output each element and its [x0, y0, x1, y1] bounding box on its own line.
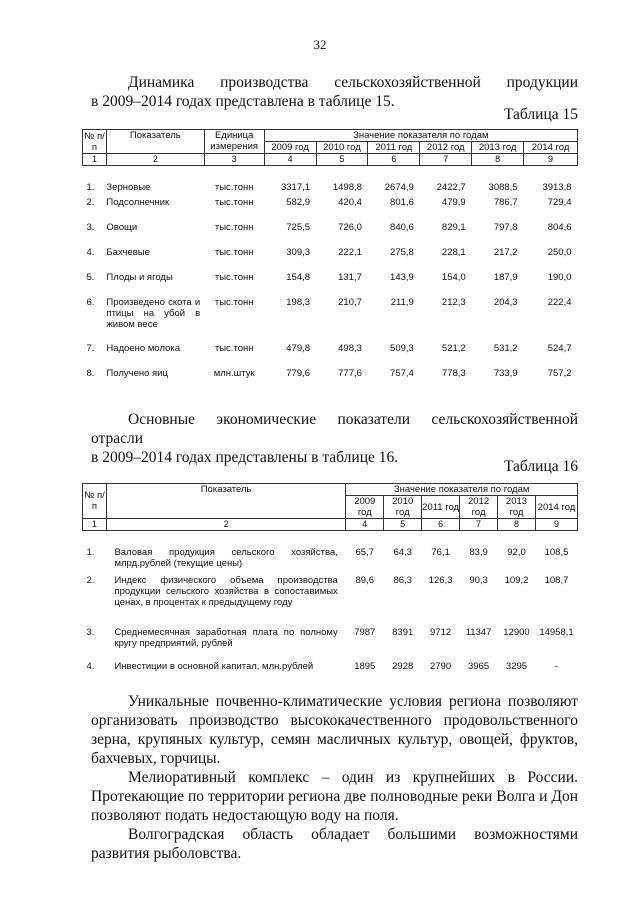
t15-cell: 198,3 — [286, 297, 311, 308]
t16-cell: 86,3 — [393, 574, 412, 586]
t15-cell: 222,1 — [338, 247, 362, 258]
t15-row-name: Надоено молока — [106, 343, 181, 354]
t15-colnum: 8 — [472, 154, 524, 166]
page-number: 32 — [313, 37, 327, 52]
t15-cell: 729,4 — [547, 197, 572, 208]
t15-cell: 521,2 — [441, 343, 466, 354]
t16-colnum: 7 — [460, 519, 498, 531]
t16-year: 2011 год — [422, 496, 460, 519]
t15-cell: 1498,8 — [332, 182, 362, 193]
t15-cell: 840,6 — [390, 222, 414, 233]
table-row — [83, 218, 578, 243]
t15-cell: 212,3 — [441, 297, 466, 308]
t16-cell: 108,5 — [544, 547, 569, 558]
t15-row-num: 1. — [86, 182, 95, 193]
t15-cell: 498,3 — [338, 343, 362, 354]
t16-year: 2009 год — [346, 496, 384, 519]
t15-cell: 2422,7 — [436, 182, 466, 193]
table-15-caption: Таблица 15 — [503, 106, 578, 123]
t16-cell: 1895 — [354, 660, 376, 672]
t16-cell: 83,9 — [469, 547, 488, 558]
t15-row-name: Зерновые — [106, 182, 151, 193]
t16-header-num: № п/п — [83, 484, 107, 519]
t15-row-unit: млн.штук — [213, 368, 255, 379]
t15-cell: 479,9 — [441, 197, 466, 208]
t15-cell: 154,0 — [441, 272, 466, 283]
t16-cell: 76,1 — [431, 547, 450, 558]
t16-row-num: 1. — [86, 547, 95, 558]
t15-row-unit: тыс.тонн — [214, 343, 254, 354]
t15-cell: 479,8 — [286, 343, 311, 354]
intro-2-line-1: Основные экономические показатели сельскохозяйственной отрасли — [91, 411, 578, 447]
t16-row-num: 2. — [86, 574, 95, 586]
t15-row-num: 4. — [86, 247, 95, 258]
t15-cell: 250,0 — [547, 247, 572, 258]
t15-row-name: Плоды и ягоды — [106, 272, 173, 283]
t15-colnum: 7 — [420, 154, 472, 166]
t15-cell: 779,6 — [286, 368, 311, 379]
table-15 — [82, 129, 578, 389]
t16-cell: 12900 — [503, 626, 530, 638]
t16-cell: 89,6 — [355, 574, 375, 586]
t16-cell: 7987 — [354, 626, 376, 638]
table-row — [83, 571, 578, 623]
t15-cell: 757,4 — [390, 368, 414, 379]
t15-cell: 778,3 — [441, 368, 466, 379]
t15-row-name: Подсолнечник — [106, 197, 170, 208]
t15-row-unit: тыс.тонн — [214, 197, 254, 208]
t15-cell: 210,7 — [338, 297, 362, 308]
t16-colnum: 5 — [384, 519, 422, 531]
t15-cell: 531,2 — [493, 343, 518, 354]
t16-cell: 65,7 — [355, 547, 375, 558]
t15-cell: 2674,9 — [384, 182, 414, 193]
t16-year: 2012 год — [460, 496, 498, 519]
t15-cell: 524,7 — [547, 343, 572, 354]
table-row — [83, 293, 578, 339]
t15-cell: 733,9 — [493, 368, 518, 379]
t15-cell: 582,9 — [286, 197, 311, 208]
t16-cell: 64,3 — [393, 547, 412, 558]
t15-year: 2009 год — [264, 142, 316, 154]
t16-cell: 126,3 — [428, 574, 453, 586]
t15-row-num: 2. — [86, 197, 95, 208]
t15-row-unit: тыс.тонн — [214, 247, 254, 258]
t16-cell: 3295 — [505, 660, 528, 672]
t16-row-num: 4. — [86, 660, 95, 672]
t15-year: 2011 год — [368, 142, 420, 154]
table-row — [83, 268, 578, 293]
t16-colnum: 2 — [106, 519, 345, 531]
paragraph-1: Уникальные почвенно-климатические условия региона позволяют организовать производство высококачественного продовольственного зерна, крупяных культур, семян масличных культур, овощей, фруктов, бахчевых, горчицы. — [91, 693, 578, 767]
intro-1-line-2: в 2009–2014 годах представлена в таблице 15. — [91, 93, 395, 110]
t15-colnum: 2 — [106, 154, 204, 166]
t15-row-unit: тыс.тонн — [214, 222, 254, 233]
t15-cell: 797,8 — [493, 222, 518, 233]
body-text — [91, 692, 578, 863]
t15-cell: 777,6 — [338, 368, 362, 379]
t15-year: 2014 год — [524, 142, 578, 154]
t15-colnum: 5 — [316, 154, 368, 166]
table-row — [83, 657, 578, 679]
t15-cell: 275,8 — [390, 247, 414, 258]
table-row — [83, 166, 578, 194]
t16-cell: 108,7 — [544, 574, 569, 586]
t15-cell: 3913,8 — [542, 182, 572, 193]
t15-header-values: Значение показателя по годам — [264, 130, 577, 142]
t15-cell: 309,3 — [286, 247, 311, 258]
t15-year: 2013 год — [472, 142, 524, 154]
t15-cell: 786,7 — [493, 197, 518, 208]
t15-row-name: Бахчевые — [106, 247, 150, 258]
t15-cell: 204,3 — [493, 297, 518, 308]
t15-cell: 801,6 — [390, 197, 414, 208]
t15-row-num: 3. — [86, 222, 95, 233]
t15-colnum: 6 — [368, 154, 420, 166]
t15-row-unit: тыс.тонн — [214, 272, 254, 283]
t15-cell: 3317,1 — [280, 182, 311, 193]
t15-year: 2012 год — [420, 142, 472, 154]
t16-row-name: Среднемесячная заработная плата по полному кругу предприятий, рублей — [114, 626, 338, 649]
t16-cell: 14958,1 — [539, 626, 574, 638]
t16-cell: - — [554, 660, 559, 672]
table-row — [83, 531, 578, 571]
t15-row-unit: тыс.тонн — [214, 182, 254, 193]
t16-row-name: Индекс физического объема производства продукции сельского хозяйства в сопоставимых ценах, в процентах к предыдущему году — [114, 574, 338, 608]
t15-colnum: 9 — [524, 154, 578, 166]
t15-cell: 3088,5 — [488, 182, 518, 193]
intro-2-line-2: в 2009–2014 годах представлены в таблице 16. — [91, 449, 399, 466]
paragraph-2: Мелиоративный комплекс – один из крупнейших в России. Протекающие по территории региона две полноводные реки Волга и Дон позволяют подать недостающую воду на поля. — [91, 769, 578, 824]
t15-cell: 757,2 — [547, 368, 572, 379]
t15-colnum: 3 — [204, 154, 264, 166]
t15-cell: 211,9 — [390, 297, 414, 308]
t15-cell: 217,2 — [493, 247, 518, 258]
t16-year: 2014 год — [535, 496, 577, 519]
t16-year: 2010 год — [384, 496, 422, 519]
t16-colnum: 1 — [83, 519, 107, 531]
t15-cell: 829,1 — [441, 222, 466, 233]
paragraph-3: Волгоградская область обладает большими возможностями развития рыболовства. — [91, 826, 578, 862]
table-row — [83, 243, 578, 268]
table-row — [83, 339, 578, 364]
t16-colnum: 6 — [422, 519, 460, 531]
t16-colnum: 9 — [535, 519, 577, 531]
table-row — [83, 364, 578, 389]
t15-cell: 190,0 — [547, 272, 572, 283]
t16-colnum: 4 — [346, 519, 384, 531]
t16-year: 2013 год — [498, 496, 536, 519]
t15-row-num: 8. — [86, 368, 95, 379]
t16-cell: 2928 — [392, 660, 414, 672]
t16-header-indicator: Показатель — [106, 484, 345, 519]
t16-row-name: Валовая продукция сельского хозяйства, млрд.рублей (текущие цены) — [114, 547, 338, 569]
t16-cell: 92,0 — [507, 547, 526, 558]
t16-cell: 109,2 — [504, 574, 529, 586]
t15-header-indicator: Показатель — [106, 130, 204, 154]
t15-cell: 509,3 — [390, 343, 414, 354]
t15-row-name: Овощи — [106, 222, 138, 233]
t15-cell: 726,0 — [338, 222, 362, 233]
t15-cell: 725,5 — [286, 222, 311, 233]
t15-cell: 420,4 — [338, 197, 362, 208]
t16-cell: 90,3 — [469, 574, 488, 586]
t15-cell: 222,4 — [547, 297, 572, 308]
t16-row-num: 3. — [86, 626, 95, 638]
t15-cell: 143,9 — [390, 272, 414, 283]
t16-cell: 2790 — [430, 660, 452, 672]
t15-header-unit: Единица измерения — [204, 130, 264, 154]
t15-header-num: № п/п — [84, 130, 105, 153]
intro-1-line-1: Динамика производства сельскохозяйственной продукции — [128, 74, 578, 91]
table-row — [83, 623, 578, 657]
t15-cell: 804,6 — [547, 222, 572, 233]
t15-colnum: 1 — [83, 154, 107, 166]
t15-colnum: 4 — [264, 154, 316, 166]
t16-cell: 8391 — [392, 626, 414, 638]
t15-cell: 131,7 — [338, 272, 362, 283]
t16-row-name: Инвестиции в основной капитал, млн.рублей — [114, 660, 314, 672]
t16-header-values: Значение показателя по годам — [346, 484, 578, 496]
t15-row-num: 6. — [86, 297, 95, 308]
t16-cell: 11347 — [465, 626, 492, 638]
t16-cell: 3965 — [467, 660, 490, 672]
table-16 — [82, 483, 578, 679]
t15-row-unit: тыс.тонн — [214, 297, 254, 308]
t16-cell: 9712 — [430, 626, 452, 638]
table-16-caption: Таблица 16 — [503, 458, 578, 475]
t15-cell: 187,9 — [493, 272, 518, 283]
t16-colnum: 8 — [498, 519, 536, 531]
t15-row-num: 5. — [86, 272, 95, 283]
t15-year: 2010 год — [316, 142, 368, 154]
t15-row-name: Получено яиц — [106, 368, 168, 379]
t15-cell: 154,8 — [286, 272, 311, 283]
table-row — [83, 193, 578, 218]
t15-row-name: Произведено скота и птицы на убой в живом весе — [106, 297, 201, 330]
t15-cell: 228,1 — [441, 247, 466, 258]
t15-row-num: 7. — [86, 343, 95, 354]
